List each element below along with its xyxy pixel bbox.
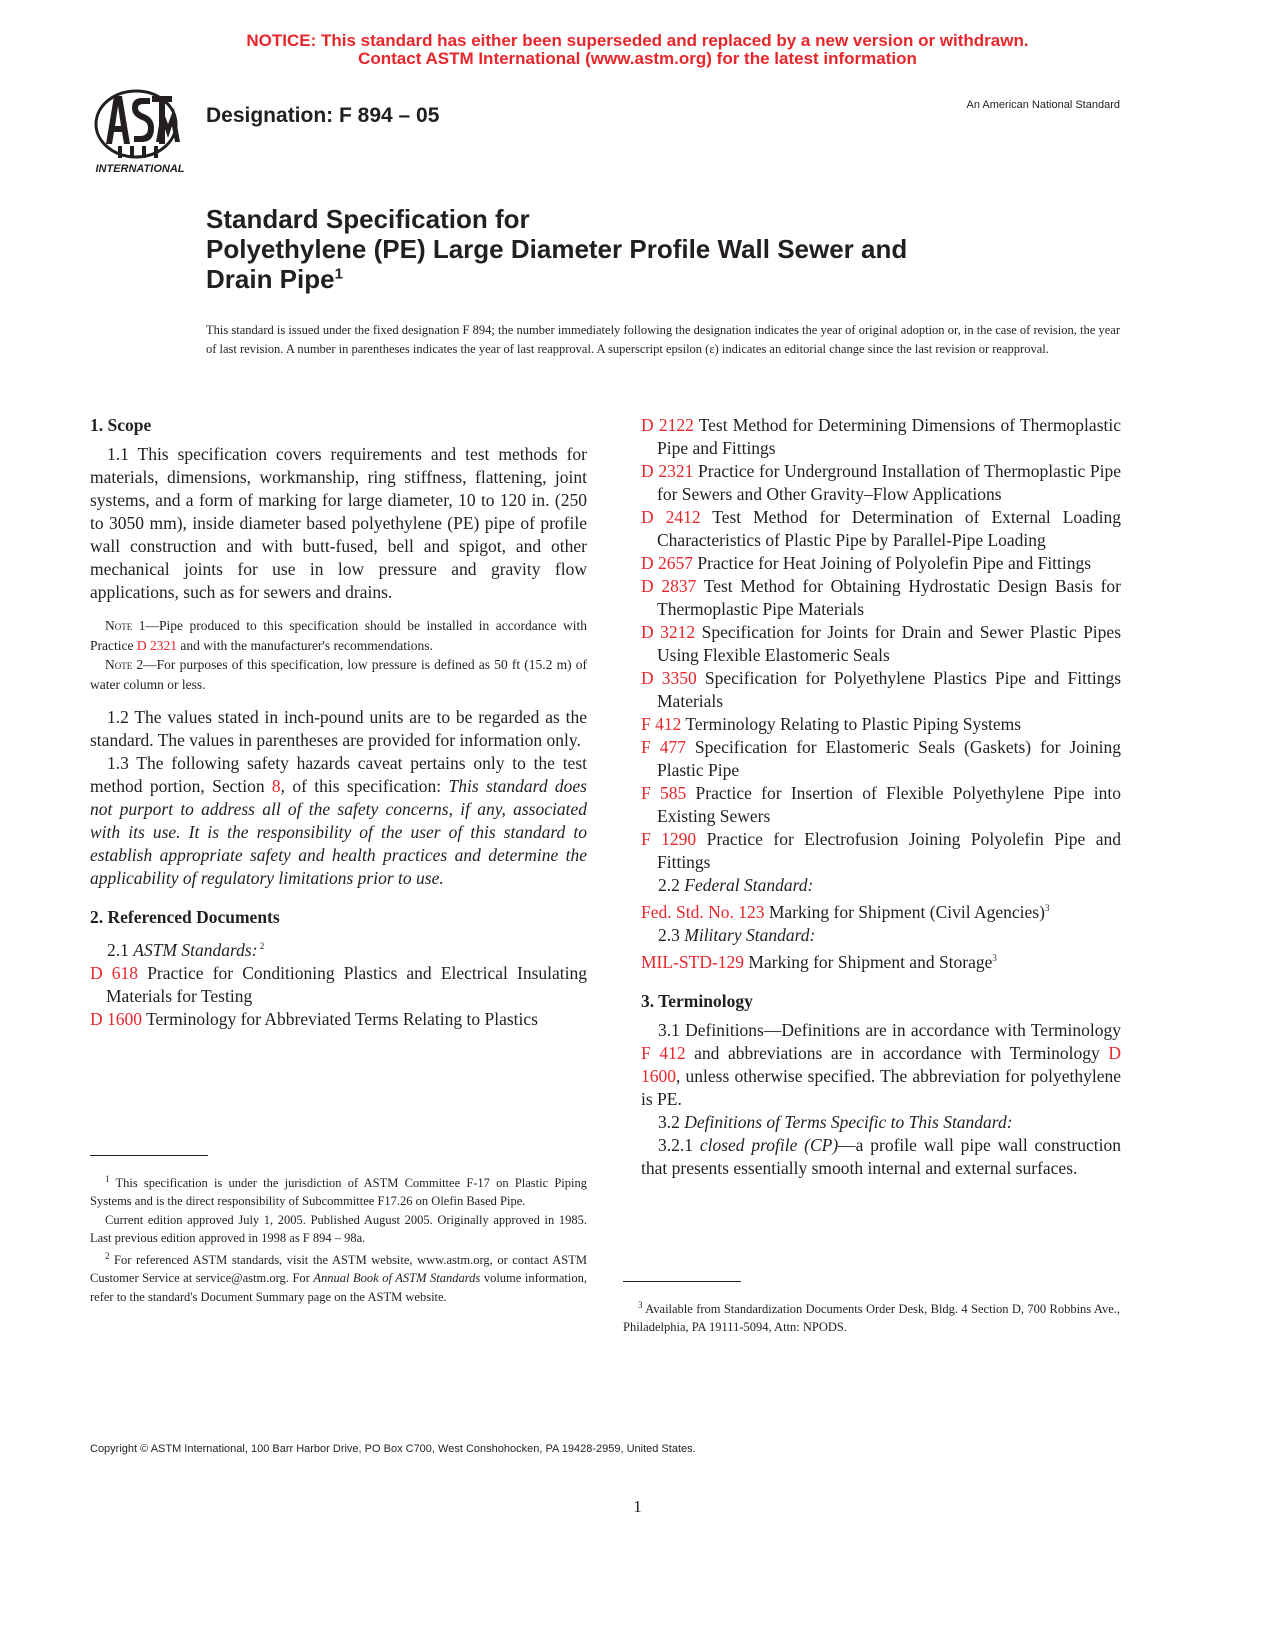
withdrawn-notice [0,32,1275,68]
reference-link[interactable]: D 618 [90,962,139,983]
reference-link[interactable]: D 2412 [641,507,701,527]
reference-item [641,782,1121,828]
footnotes-left [90,1170,587,1306]
title-line-3: Drain Pipe$^1$ [206,264,343,294]
reference-title: Practice for Conditioning Plastics and Electrical Insulating Materials for Testing [106,962,587,1006]
reference-title: Practice for Underground Installation of Thermoplastic Pipe for Sewers and Other Gravity–Flow Applications [657,461,1121,504]
subsection-2-2: 2.2 Federal Standard: [658,875,814,895]
reference-item [641,575,1121,621]
issuance-note: This standard is issued under the fixed designation F 894; the number immediately following the designation indicates the year of original adoption or, in the case of revision, the year of last revision. A number in parentheses indicates the year of last reapproval. A superscript epsilon (ε) indicates an editorial change since the last revision or reapproval. [206,323,1120,356]
reference-title: Terminology for Abbreviated Terms Relating to Plastics [142,1008,538,1029]
reference-mil-std-129: MIL-STD-129 Marking for Shipment and Storage$^3$ [641,951,997,972]
subsection-2-3: 2.3 Military Standard: [658,924,816,945]
footnote-3: $^3$ Available from Standardization Documents Order Desk, Bldg. 4 Section D, 700 Robbins Ave., Philadelphia, PA 19111-5094, Attn: NPODS. [623,1300,1120,1335]
footnote-divider-right [623,1281,741,1282]
link-d2321-note[interactable]: D 2321 [136,637,177,653]
left-column [90,414,587,1031]
reference-item [641,506,1121,552]
reference-item [641,552,1121,575]
reference-item [641,460,1121,506]
footnote-divider-left [90,1155,208,1156]
reference-link[interactable]: F 585 [641,783,687,803]
reference-link[interactable]: D 2837 [641,576,697,596]
link-mil-std-129[interactable]: MIL-STD-129 [641,951,745,972]
reference-link[interactable]: D 2321 [641,461,694,481]
reference-link[interactable]: D 3212 [641,622,696,642]
paragraph-3-2-1: 3.2.1 closed profile (CP)—a profile wall pipe wall construction that presents essentially smooth internal and external surfaces. [641,1134,1122,1178]
note-2: Note 2—For purposes of this specification, low pressure is defined as 50 ft (15.2 m) of water column or less. [90,657,587,692]
link-fed-std-123[interactable]: Fed. Std. No. 123 [641,901,765,922]
note-1: Note 1—Pipe produced to this specification should be installed in accordance with Practice D 2321 and with the manufacturer's recommendations. [90,618,587,653]
reference-item [641,667,1121,713]
link-section-8[interactable]: 8 [271,776,281,796]
reference-title: Practice for Electrofusion Joining Polyolefin Pipe and Fittings [657,829,1122,872]
footnote-1-continued: Current edition approved July 1, 2005. Published August 2005. Originally approved in 1985. Last previous edition approved in 1998 as F 894 – 98a. [90,1212,587,1245]
notice-line-1: NOTICE: This standard has either been superseded and replaced by a new version or withdrawn. [246,31,1029,50]
section-heading-referenced-documents: 2. Referenced Documents [90,907,280,927]
reference-title: Specification for Elastomeric Seals (Gaskets) for Joining Plastic Pipe [657,737,1121,780]
footnote-2: $^2$ For referenced ASTM standards, visit the ASTM website, www.astm.org, or contact ASTM Customer Service at service@astm.org. For Annual Book of ASTM Standards volume information, refer to the standard's Document Summary page on the ASTM website. [90,1250,587,1304]
reference-title: Terminology Relating to Plastic Piping Systems [681,714,1022,734]
reference-item [641,736,1121,782]
reference-link[interactable]: D 2122 [641,415,694,435]
title-footnote-mark: 1 [334,265,343,283]
notice-line-2: Contact ASTM International (www.astm.org) for the latest information [358,49,917,68]
reference-title: Specification for Polyethylene Plastics Pipe and Fittings Materials [657,668,1122,711]
reference-link[interactable]: F 477 [641,737,686,757]
reference-item [90,962,587,1008]
reference-title: Test Method for Obtaining Hydrostatic Design Basis for Thermoplastic Pipe Materials [657,576,1122,619]
astm-logo-icon [92,82,192,178]
reference-list-right [641,414,1121,874]
paragraph-1-2: 1.2 The values stated in inch-pound units are to be regarded as the standard. The values in parentheses are provided for information only. [90,707,587,750]
copyright-line: Copyright © ASTM International, 100 Barr Harbor Drive, PO Box C700, West Conshohocken, PA 19428-2959, United States. [90,1443,696,1455]
document-title [206,204,907,294]
title-line-2: Polyethylene (PE) Large Diameter Profile Wall Sewer and [206,234,908,264]
designation: Designation: F 894 – 05 [206,104,440,127]
reference-item [641,621,1121,667]
paragraph-1-1: 1.1 This specification covers requirements and test methods for materials, dimensions, workmanship, ring stiffness, flattening, joint systems, and a form of marking for large diameter, 10 to 120 in. (250 to 3050 mm), inside diameter based polyethylene (PE) pipe of profile wall construction and with butt-fused, bell and spigot, and other mechanical joints for use in low pressure and gravity flow applications, such as for sewers and drains. [90,444,587,602]
paragraph-1-3: 1.3 The following safety hazards caveat pertains only to the test method portion, Section 8, of this specification: This standard does not purport to address all of the safety concerns, if any, associated with its use. It is the responsibility of the user of this standard to establish appropriate safety and health practices and determine the applicability of regulatory limitations prior to use. [90,753,587,888]
reference-title: Test Method for Determining Dimensions of Thermoplastic Pipe and Fittings [657,415,1121,458]
page-number: 1 [633,1497,642,1516]
paragraph-3-1: 3.1 Definitions—Definitions are in accordance with Terminology F 412 and abbreviations are in accordance with Terminology D 1600, unless otherwise specified. The abbreviation for polyethylene is PE. [641,1019,1122,1109]
reference-list-left [90,962,587,1031]
footnotes-right [623,1296,1120,1337]
reference-title: Specification for Joints for Drain and Sewer Plastic Pipes Using Flexible Elastomeric Seals [657,622,1121,665]
reference-link[interactable]: D 3350 [641,668,697,688]
footnote-1: $^1$ This specification is under the jurisdiction of ASTM Committee F-17 on Plastic Piping Systems and is the direct responsibility of Subcommittee F17.26 on Olefin Based Pipe. [90,1174,587,1209]
reference-title: Practice for Heat Joining of Polyolefin Pipe and Fittings [693,553,1092,573]
subsection-2-1: 2.1 ASTM Standards: $^2$ [107,939,265,960]
reference-title: Practice for Insertion of Flexible Polyethylene Pipe into Existing Sewers [657,783,1122,826]
svg-text:INTERNATIONAL: INTERNATIONAL [95,163,185,175]
reference-item [641,828,1121,874]
national-standard-label: An American National Standard [966,99,1120,111]
right-column [641,414,1121,1180]
paragraph-3-2: 3.2 Definitions of Terms Specific to This Standard: [658,1111,1013,1132]
reference-item [641,713,1121,736]
reference-item [90,1008,587,1031]
reference-title: Test Method for Determination of External Loading Characteristics of Plastic Pipe by Parallel-Pipe Loading [657,507,1122,550]
reference-link[interactable]: F 1290 [641,829,697,849]
reference-link[interactable]: F 412 [641,714,682,734]
reference-link[interactable]: D 2657 [641,553,694,573]
reference-fed-std-123: Fed. Std. No. 123 Marking for Shipment (Civil Agencies)$^3$ [641,901,1050,922]
reference-item [641,414,1121,460]
reference-link[interactable]: D 1600 [90,1008,143,1029]
link-d1600-terminology[interactable]: D 1600 [641,1042,1122,1086]
title-line-1: Standard Specification for [206,204,530,234]
link-f412-terminology[interactable]: F 412 [641,1042,686,1063]
section-heading-terminology: 3. Terminology [641,990,753,1011]
section-heading-scope: 1. Scope [90,415,152,435]
